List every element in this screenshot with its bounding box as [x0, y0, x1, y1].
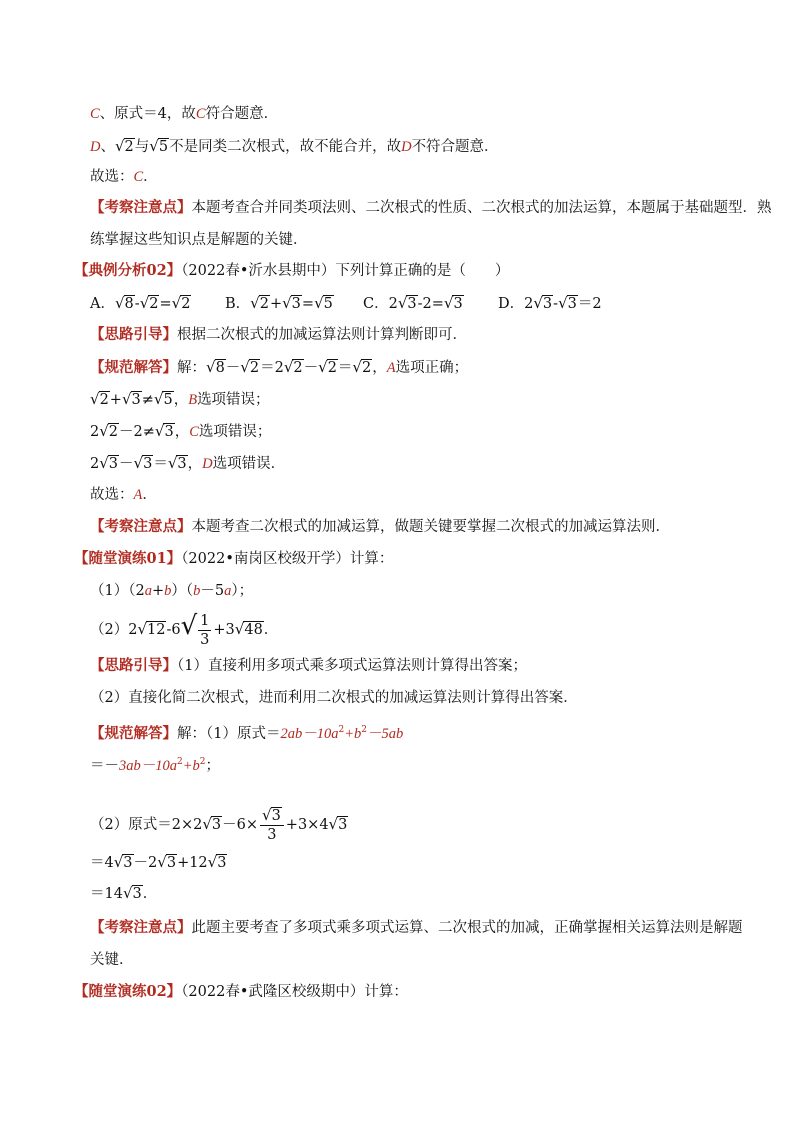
solution-line-2: √2+√3≠√5，B选项错误； — [90, 390, 270, 408]
fraction: $\frac{1}{3}$ — [200, 612, 210, 648]
option-d: D．2√3-√3＝2 — [498, 294, 602, 312]
option-c: C．2√3-2=√3 — [363, 294, 463, 312]
radical-icon: √ — [149, 137, 159, 155]
line-choice-c: 故选：C． — [90, 169, 158, 185]
line-choice-a: 故选：A． — [90, 487, 157, 503]
solution-line-1: 【规范解答】解：√8－√2＝2√2－√2＝√2，A选项正确； — [90, 358, 469, 376]
note-line-5: 关键． — [90, 952, 134, 968]
option-a: A．√8-√2=√2 — [90, 294, 191, 312]
solution-practice-1: 【规范解答】解：（1）原式$=2ab-10a^2+b^2-5ab$ — [90, 724, 404, 742]
hint-line: 【思路引导】根据二次根式的加减运算法则计算判断即可． — [90, 326, 467, 343]
example-heading: 【典例分析02】（2022春•沂水县期中）下列计算正确的是（ ） — [74, 262, 510, 279]
line-c-result: C、原式＝4，故C符合题意． — [90, 106, 279, 122]
practice-01-part1: （1）（2a+b）（b－5a）； — [90, 583, 254, 599]
solution-practice-2: $=-3ab-10a^2+b^2$； — [90, 757, 221, 774]
note-line-3: 【考察注意点】本题考查二次根式的加减运算，做题关键要掌握二次根式的加减运算法则． — [90, 518, 670, 535]
solution-practice-4: ＝4√3－2√3+12√3 — [90, 853, 227, 871]
option-b: B．√2+√3=√5 — [225, 294, 333, 312]
solution-line-3: 2√2－2≠√3，C选项错误； — [90, 422, 272, 440]
solution-line-4: 2√3－√3＝√3，D选项错误． — [90, 454, 286, 472]
note-line-4: 【考察注意点】此题主要考查了多项式乘多项式运算、二次根式的加减，正确掌握相关运算法则是解题 — [90, 919, 743, 936]
hint-line-2: 【思路引导】（1）直接利用多项式乘多项式运算法则计算得出答案； — [90, 657, 527, 674]
solution-practice-3: （2）原式＝2×2√3－6× $\frac{√3}{3}$ +3×4√3 — [90, 806, 348, 843]
practice-01-heading: 【随堂演练01】（2022•南岗区校级开学）计算： — [74, 550, 394, 567]
radical-icon: √ — [114, 137, 125, 155]
note-line-1: 【考察注意点】本题考查合并同类项法则、二次根式的性质、二次根式的加法运算，本题属于基础题型．熟 — [90, 199, 772, 216]
fraction: $\frac{√3}{3}$ — [260, 806, 284, 844]
line-d-result: D、√2与√5不是同类二次根式，故不能合并，故D不符合题意． — [90, 137, 499, 155]
practice-01-part2: （2）2√12-6√ $\frac{1}{3}$ +3√48． — [90, 611, 279, 648]
note-line-2: 练掌握这些知识点是解题的关键． — [90, 232, 308, 248]
solution-practice-5: ＝14√3． — [90, 884, 158, 902]
hint-line-3: （2）直接化简二次根式，进而利用二次根式的加减运算法则计算得出答案． — [90, 690, 578, 706]
practice-02-heading: 【随堂演练02】（2022春•武隆区校级期中）计算： — [74, 983, 408, 1000]
